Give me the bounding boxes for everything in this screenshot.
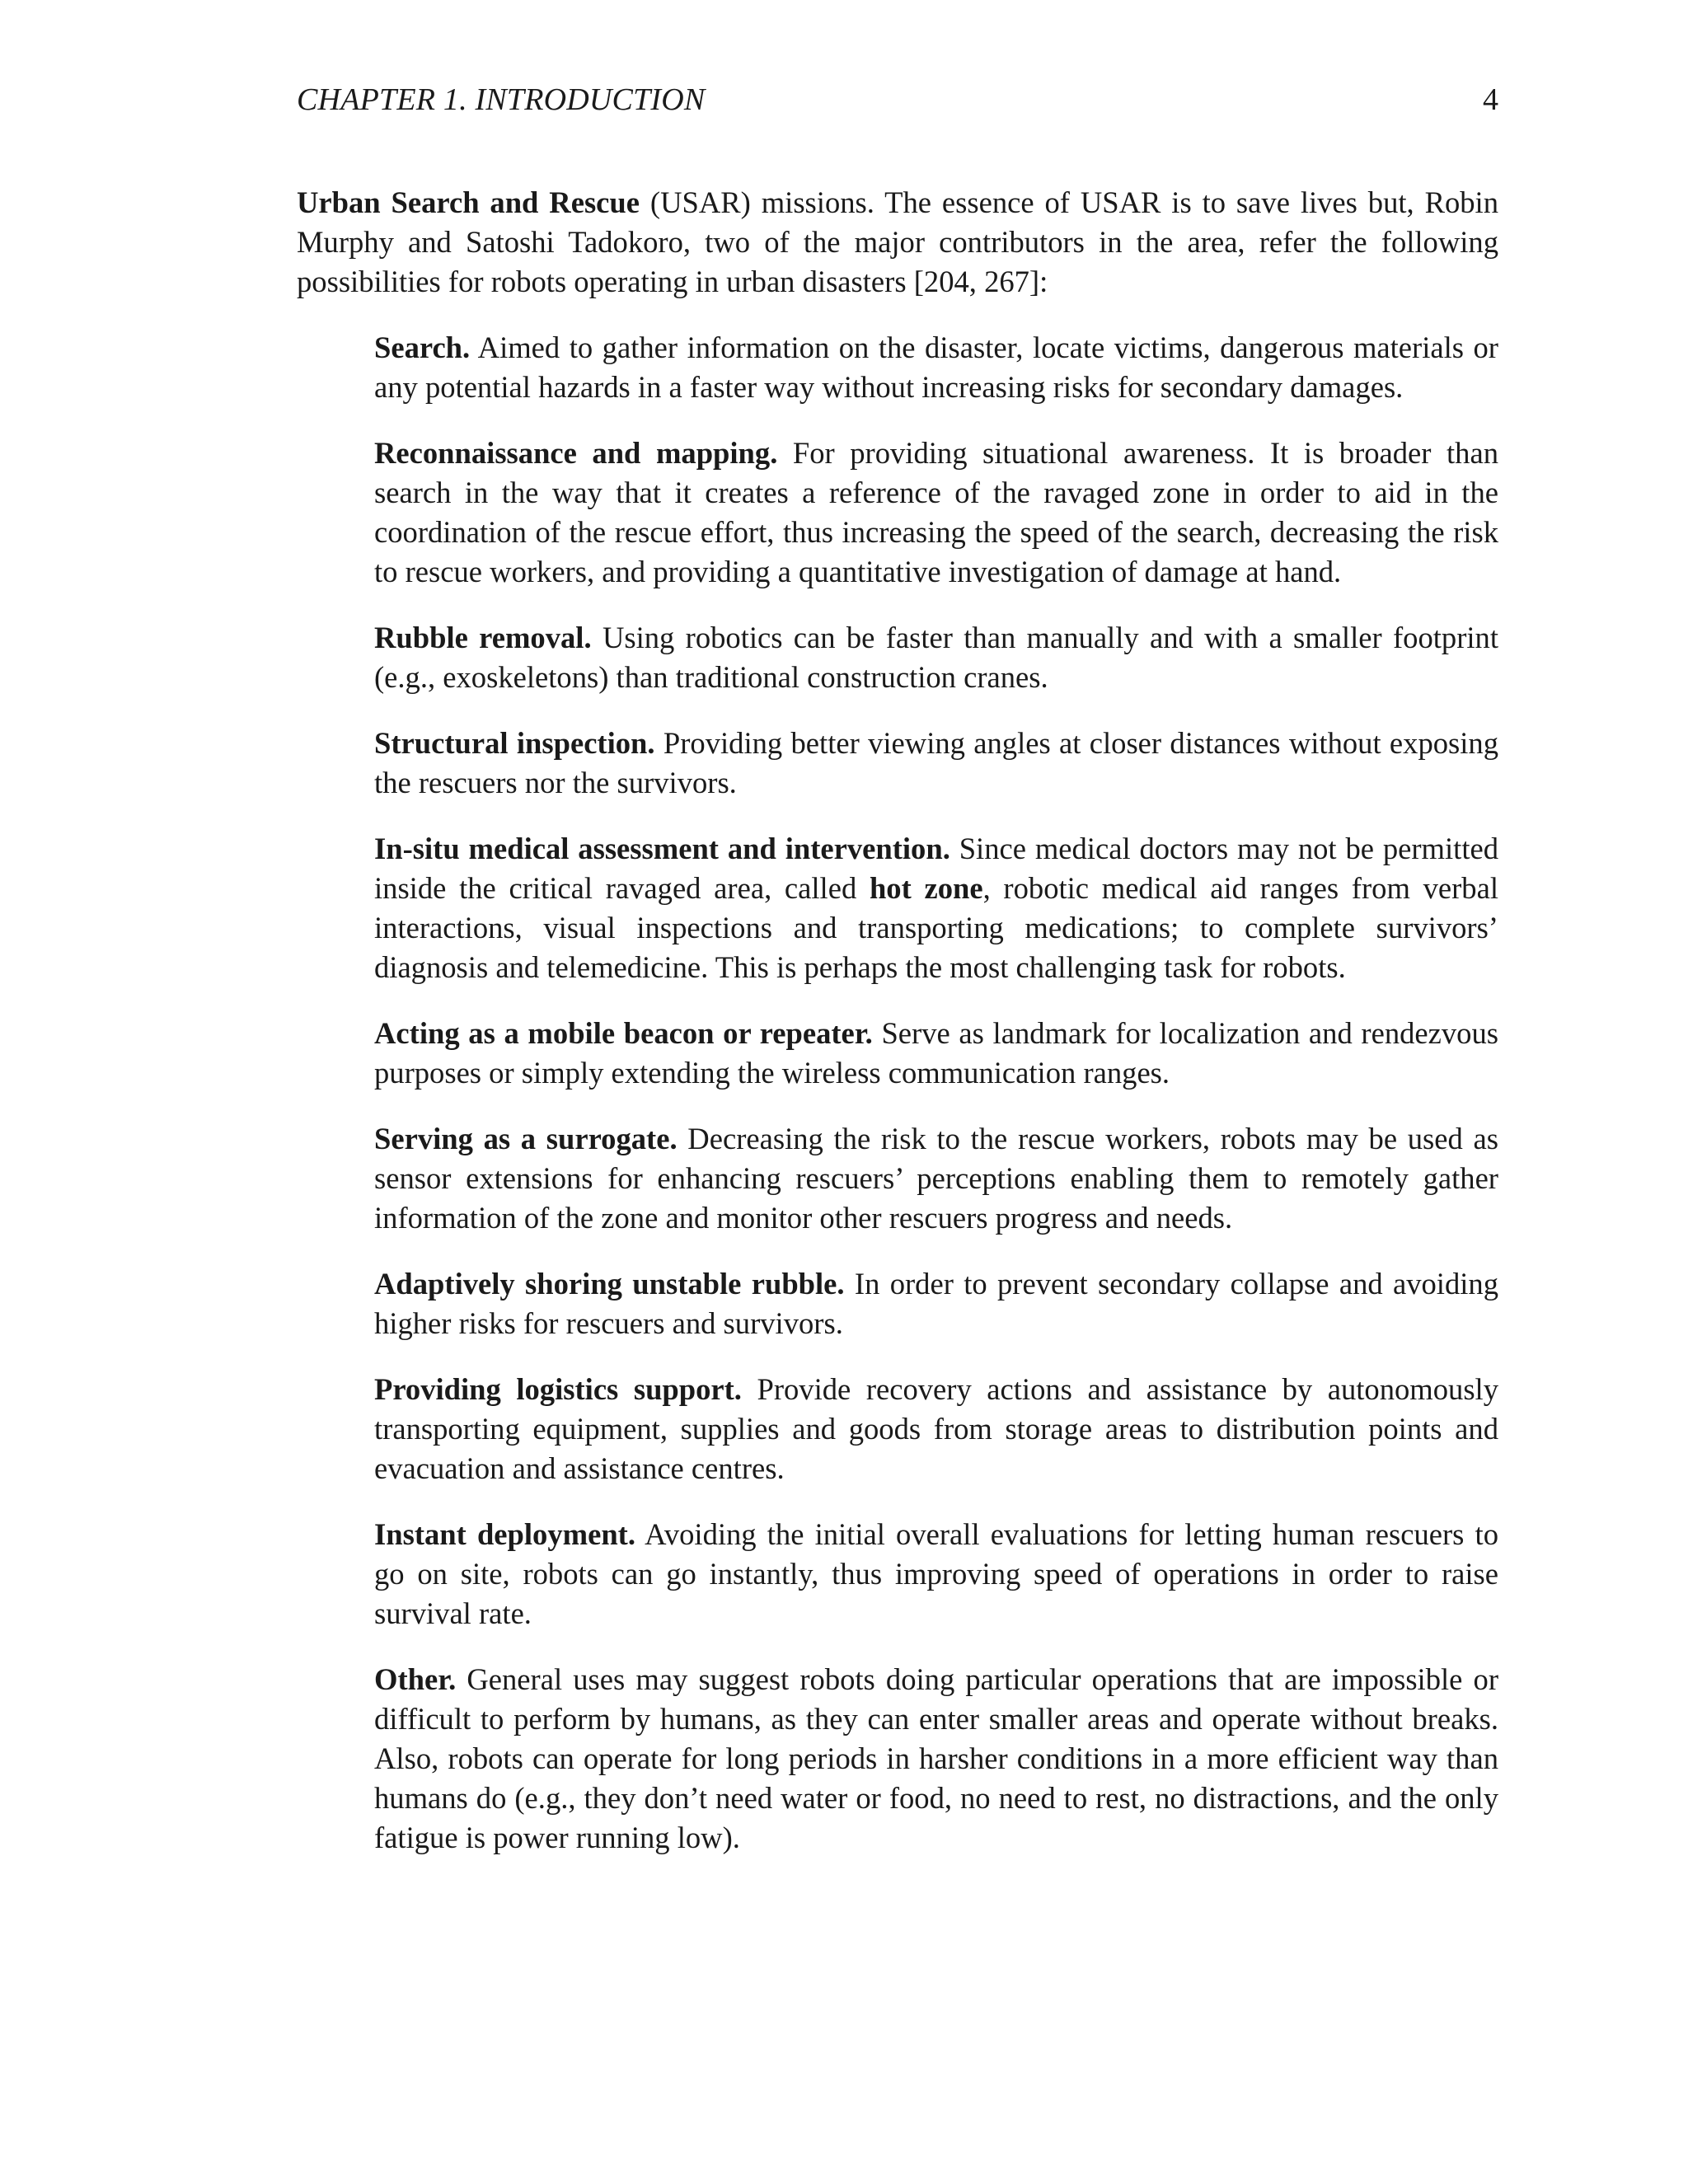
item-text: General uses may suggest robots doing particular operations that are impossible or difficult to perform by humans, as they can enter smaller areas and operate without breaks. Also, robots can operate for long periods in harsher conditions in a more efficient way than humans do (e.g., they don’t need water or food, no need to rest, no distractions, and the only fatigue is power running low). xyxy=(374,1662,1498,1854)
item-text: Provide recovery actions and assistance by autonomously transporting equipment, supplies and goods from storage areas to distribution points and evacuation and assistance centres. xyxy=(374,1372,1498,1485)
list-item-instant-deployment xyxy=(374,1515,1498,1633)
item-term: Providing logistics support. xyxy=(374,1372,742,1406)
item-term: Instant deployment. xyxy=(374,1517,635,1551)
list-item-logistics-support xyxy=(374,1370,1498,1488)
item-text: Using robotics can be faster than manually and with a smaller footprint (e.g., exoskeletons) than traditional construction cranes. xyxy=(374,621,1498,694)
item-text: Aimed to gather information on the disaster, locate victims, dangerous materials or any potential hazards in a faster way without increasing risks for secondary damages. xyxy=(374,330,1498,404)
item-text: Decreasing the risk to the rescue workers, robots may be used as sensor extensions for enhancing rescuers’ perceptions enabling them to remotely gather information of the zone and monitor other rescuers progress and needs. xyxy=(374,1122,1498,1235)
list-item-surrogate xyxy=(374,1119,1498,1238)
item-text: For providing situational awareness. It is broader than search in the way that it creates a reference of the ravaged zone in order to aid in the coordination of the rescue effort, thus increasing the speed of the search, decreasing the risk to rescue workers, and providing a quantitative investigation of damage at hand. xyxy=(374,436,1498,588)
page-number: 4 xyxy=(1483,82,1498,117)
list-item-medical-assessment xyxy=(374,829,1498,987)
list-item-structural-inspection xyxy=(374,724,1498,803)
item-term: In-situ medical assessment and intervention. xyxy=(374,832,950,865)
intro-text: (USAR) missions. The essence of USAR is to save lives but, Robin Murphy and Satoshi Tadokoro, two of the major contributors in the area, refer the following possibilities for robots operating in urban disasters [204, 267]: xyxy=(297,185,1498,298)
list-item-shoring-rubble xyxy=(374,1264,1498,1343)
list-item-reconnaissance xyxy=(374,434,1498,592)
inline-bold-term: hot zone xyxy=(869,871,983,905)
list-item-search xyxy=(374,328,1498,407)
list-item-mobile-beacon xyxy=(374,1014,1498,1093)
item-term: Adaptively shoring unstable rubble. xyxy=(374,1267,845,1301)
running-header xyxy=(297,79,1498,120)
item-term: Other. xyxy=(374,1662,457,1696)
intro-term: Urban Search and Rescue xyxy=(297,185,640,219)
running-title: CHAPTER 1. INTRODUCTION xyxy=(297,82,706,117)
item-text: , robotic medical aid ranges from verbal interactions, visual inspections and transporting medications; to complete survivors’ diagnosis and telemedicine. This is perhaps the most challenging task for robots. xyxy=(374,871,1498,984)
item-text: Since medical doctors may not be permitted inside the critical ravaged area, called xyxy=(374,832,1499,905)
list-item-rubble-removal xyxy=(374,618,1498,697)
item-text: Providing better viewing angles at closer distances without exposing the rescuers nor the survivors. xyxy=(374,726,1499,799)
item-term: Rubble removal. xyxy=(374,621,592,654)
item-term: Serving as a surrogate. xyxy=(374,1122,678,1155)
item-term: Structural inspection. xyxy=(374,726,655,760)
item-text: Serve as landmark for localization and rendezvous purposes or simply extending the wireless communication ranges. xyxy=(374,1016,1498,1090)
intro-paragraph xyxy=(297,183,1498,302)
item-term: Reconnaissance and mapping. xyxy=(374,436,778,470)
body-text xyxy=(297,183,1498,1884)
item-term: Search. xyxy=(374,330,471,364)
item-text: Avoiding the initial overall evaluations for letting human rescuers to go on site, robots can go instantly, thus improving speed of operations in order to raise survival rate. xyxy=(374,1517,1498,1630)
item-text: In order to prevent secondary collapse and avoiding higher risks for rescuers and survivors. xyxy=(374,1267,1498,1340)
list-item-other xyxy=(374,1660,1498,1858)
item-term: Acting as a mobile beacon or repeater. xyxy=(374,1016,873,1050)
